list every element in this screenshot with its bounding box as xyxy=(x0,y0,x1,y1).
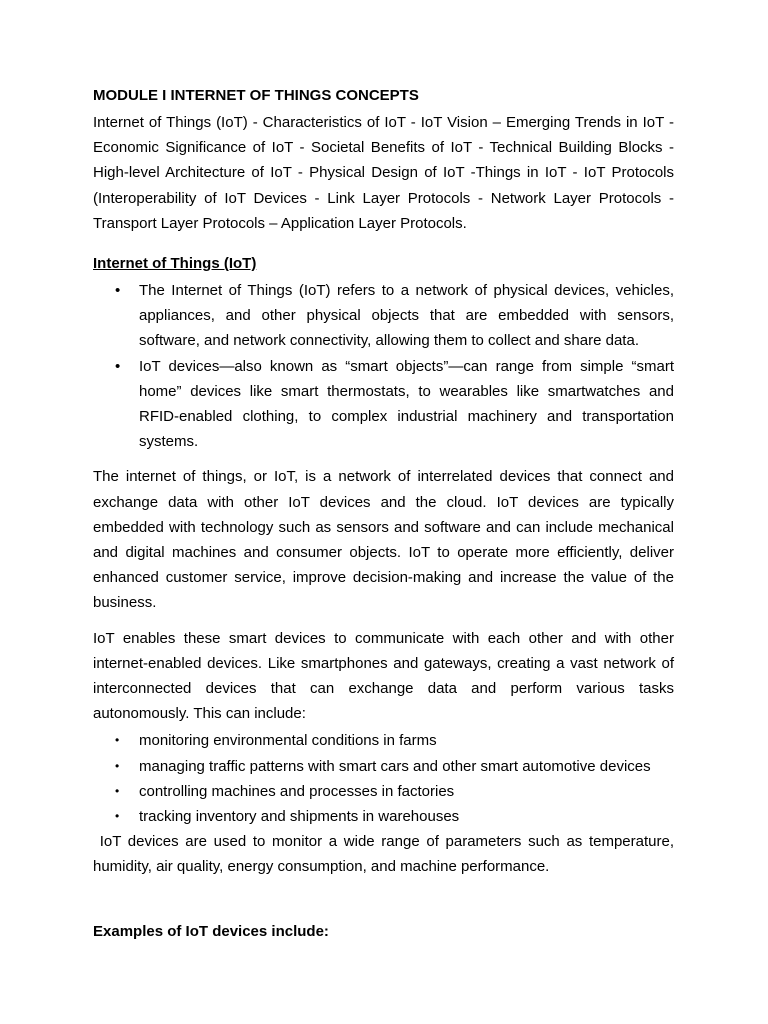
list-item xyxy=(93,278,674,354)
intro-bullet-list xyxy=(93,278,674,454)
list-item-text: The Internet of Things (IoT) refers to a network of physical devices, vehicles, appliances, and other physical objects that are embedded with sensors, software, and network connectivity, allowing them to collect and share data. xyxy=(139,282,674,350)
syllabus-paragraph: Internet of Things (IoT) - Characteristics of IoT - IoT Vision – Emerging Trends in IoT - Economic Significance of IoT - Societal Benefits of IoT - Technical Building Blocks - High-level Architecture of IoT - Physical Design of IoT -Things in IoT - IoT Protocols (Interoperability of IoT Devices - Link Layer Protocols - Network Layer Protocols - Transport Layer Protocols – Application Layer Protocols. xyxy=(93,114,674,232)
bullet-icon: • xyxy=(115,357,121,375)
list-item xyxy=(93,804,674,829)
list-item-text: controlling machines and processes in factories xyxy=(139,782,455,800)
examples-heading: Examples of IoT devices include: xyxy=(93,922,329,940)
bullet-icon: • xyxy=(115,783,120,798)
bullet-icon: • xyxy=(115,809,120,824)
list-item-text: managing traffic patterns with smart cars and other smart automotive devices xyxy=(139,757,651,775)
list-item xyxy=(93,354,674,455)
section-heading: Internet of Things (IoT) xyxy=(93,255,257,273)
list-item xyxy=(93,728,674,753)
bullet-icon: • xyxy=(115,758,120,773)
list-item-text: IoT devices—also known as “smart objects”—can range from simple “smart home” devices like smart thermostats, to wearables like smartwatches and RFID-enabled clothing, to complex industrial machinery and transportation systems. xyxy=(139,357,674,451)
bullet-icon: • xyxy=(115,282,121,300)
document-body xyxy=(93,86,679,942)
module-heading: MODULE I INTERNET OF THINGS CONCEPTS xyxy=(93,87,419,104)
list-item-text: tracking inventory and shipments in warehouses xyxy=(139,808,460,826)
list-item xyxy=(93,779,674,804)
list-item xyxy=(93,754,674,779)
body-paragraph-2: IoT enables these smart devices to communicate with each other and with other internet-enabled devices. Like smartphones and gateways, creating a vast network of interconnected devices that can exchange data and perform various tasks autonomously. This can include: xyxy=(93,629,674,723)
body-paragraph-1: The internet of things, or IoT, is a network of interrelated devices that connect and exchange data with other IoT devices and the cloud. IoT devices are typically embedded with technology such as sensors and software and can include mechanical and digital machines and consumer objects. IoT to operate more efficiently, deliver enhanced customer service, improve decision-making and increase the value of the business. xyxy=(93,468,674,612)
task-bullet-list xyxy=(93,728,674,829)
list-item-text: monitoring environmental conditions in farms xyxy=(139,732,437,750)
bullet-icon: • xyxy=(115,733,120,748)
body-paragraph-3: IoT devices are used to monitor a wide range of parameters such as temperature, humidity, air quality, energy consumption, and machine performance. xyxy=(93,833,679,876)
